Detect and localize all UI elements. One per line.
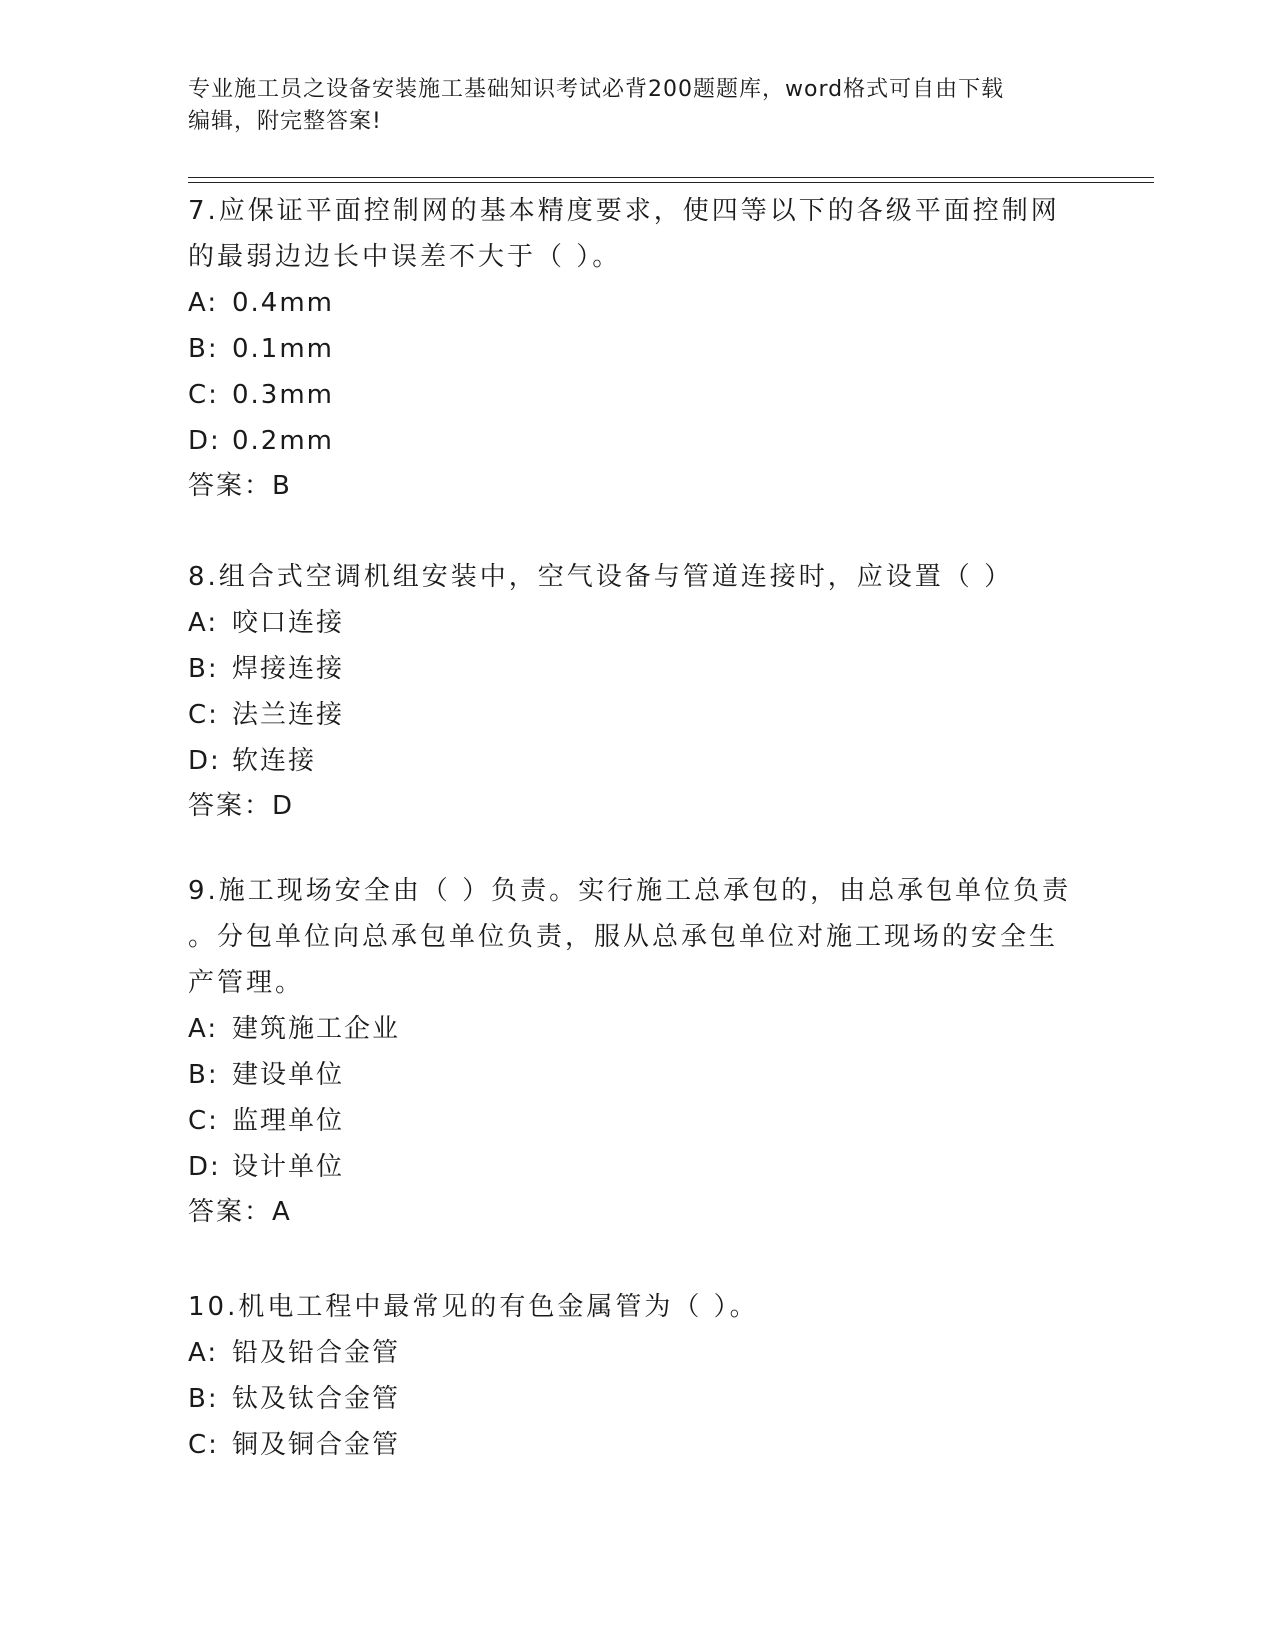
- option-c: [188, 1422, 1088, 1468]
- option-text: 建设单位: [232, 1060, 345, 1090]
- header-line-2: 编辑，附完整答案!: [188, 109, 382, 134]
- option-b: [188, 646, 1088, 692]
- question-stem-line: 9.施工现场安全由（ ）负责。实行施工总承包的，由总承包单位负责: [188, 876, 1072, 906]
- option-letter: D:: [188, 746, 221, 776]
- header-line-1: 专业施工员之设备安装施工基础知识考试必背200题题库，word格式可自由下载: [188, 77, 1005, 102]
- question-8: [188, 554, 1088, 828]
- option-letter: D:: [188, 426, 221, 456]
- header-divider-bottom: [188, 182, 1154, 183]
- option-d: [188, 1144, 1088, 1190]
- question-stem-line: 10.机电工程中最常见的有色金属管为（ ）。: [188, 1292, 759, 1322]
- answer-line: 答案：D: [188, 791, 295, 821]
- option-text: 咬口连接: [232, 608, 345, 638]
- option-letter: B:: [188, 1384, 219, 1414]
- option-d: [188, 418, 1088, 464]
- option-c: [188, 372, 1088, 418]
- option-text: 软连接: [232, 746, 317, 776]
- option-c: [188, 692, 1088, 738]
- option-text: 0.1mm: [232, 334, 335, 364]
- option-letter: C:: [188, 1106, 219, 1136]
- option-text: 设计单位: [232, 1152, 345, 1182]
- option-c: [188, 1098, 1088, 1144]
- option-b: [188, 326, 1088, 372]
- option-letter: A:: [188, 608, 219, 638]
- option-letter: B:: [188, 334, 219, 364]
- question-7: [188, 188, 1088, 508]
- option-letter: A:: [188, 1338, 219, 1368]
- option-text: 铅及铅合金管: [232, 1338, 401, 1368]
- question-stem-line: 8.组合式空调机组安装中，空气设备与管道连接时，应设置（ ）: [188, 562, 1014, 592]
- option-text: 0.2mm: [232, 426, 335, 456]
- option-a: [188, 280, 1088, 326]
- question-10: [188, 1284, 1088, 1468]
- option-text: 铜及铜合金管: [232, 1430, 401, 1460]
- option-text: 焊接连接: [232, 654, 345, 684]
- option-text: 法兰连接: [232, 700, 345, 730]
- option-letter: A:: [188, 1014, 219, 1044]
- option-letter: A:: [188, 288, 219, 318]
- option-text: 建筑施工企业: [232, 1014, 401, 1044]
- option-letter: C:: [188, 380, 219, 410]
- option-letter: C:: [188, 700, 219, 730]
- answer-line: 答案：B: [188, 471, 292, 501]
- option-text: 0.4mm: [232, 288, 335, 318]
- question-stem-line: 。分包单位向总承包单位负责，服从总承包单位对施工现场的安全生: [188, 922, 1059, 952]
- option-text: 0.3mm: [232, 380, 335, 410]
- option-b: [188, 1052, 1088, 1098]
- question-stem-line: 的最弱边边长中误差不大于（ ）。: [188, 242, 622, 272]
- answer-line: 答案：A: [188, 1197, 292, 1227]
- question-9: [188, 868, 1088, 1234]
- option-text: 钛及钛合金管: [232, 1384, 401, 1414]
- option-letter: C:: [188, 1430, 219, 1460]
- option-a: [188, 600, 1088, 646]
- header-divider-top: [188, 177, 1154, 178]
- option-letter: B:: [188, 1060, 219, 1090]
- option-a: [188, 1330, 1088, 1376]
- option-a: [188, 1006, 1088, 1052]
- question-stem-line: 产管理。: [188, 968, 305, 998]
- option-text: 监理单位: [232, 1106, 345, 1136]
- document-header: [188, 74, 1088, 138]
- option-d: [188, 738, 1088, 784]
- option-letter: D:: [188, 1152, 221, 1182]
- question-stem-line: 7.应保证平面控制网的基本精度要求，使四等以下的各级平面控制网: [188, 196, 1060, 226]
- option-letter: B:: [188, 654, 219, 684]
- option-b: [188, 1376, 1088, 1422]
